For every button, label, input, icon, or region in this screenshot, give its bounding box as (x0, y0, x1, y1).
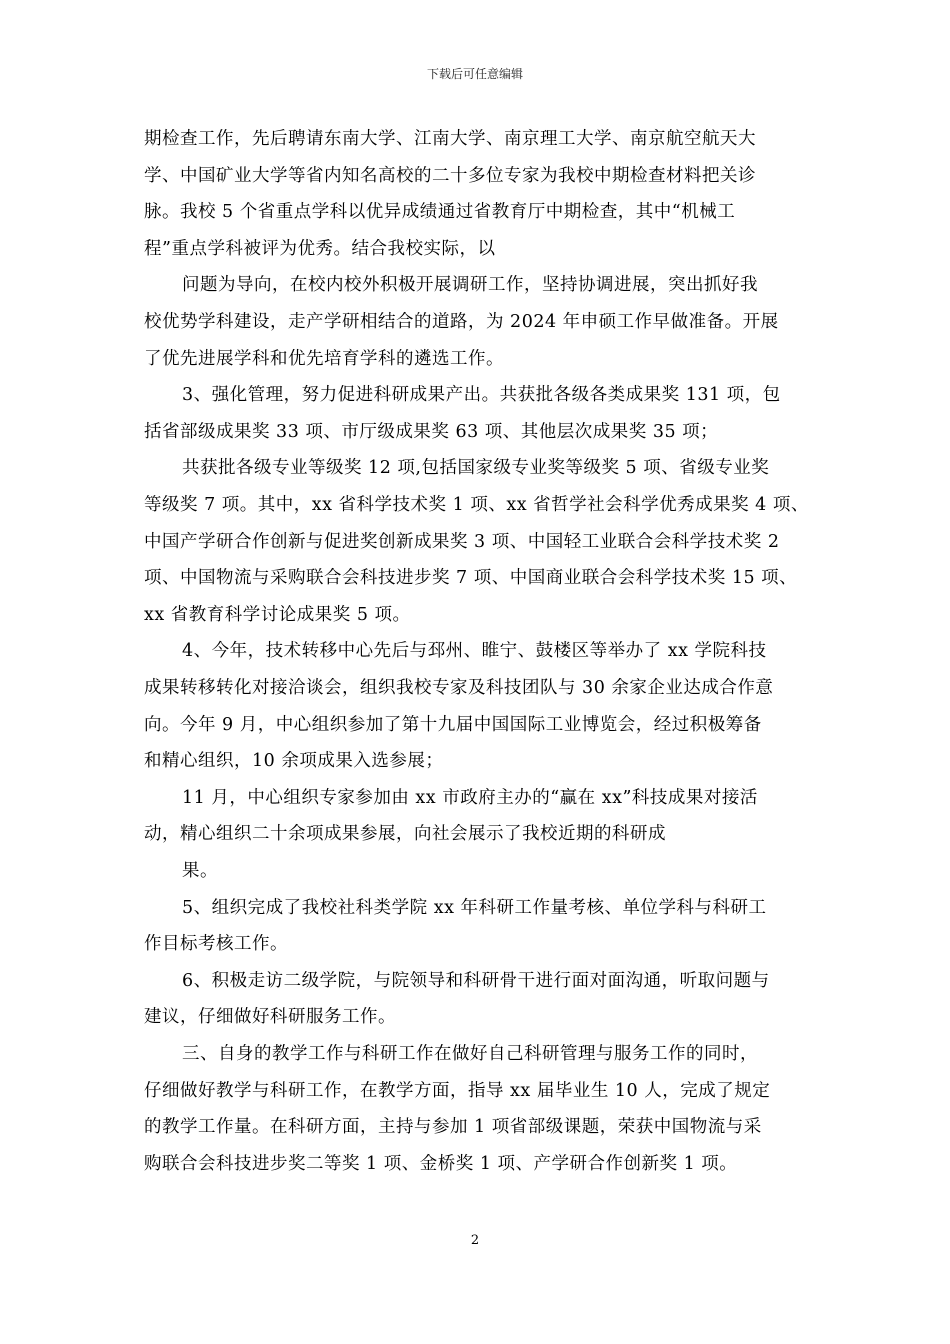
text-line: 仔细做好教学与科研工作，在教学方面，指导 xx 届毕业生 10 人，完成了规定 (144, 1080, 771, 1101)
text-line: 问题为导向，在校内校外积极开展调研工作，坚持协调进展，突出抓好我 (182, 275, 758, 296)
text-line: 的教学工作量。在科研方面，主持与参加 1 项省部级课题，荣获中国物流与采 (144, 1117, 762, 1138)
page-number: 2 (470, 1233, 480, 1248)
text-line: 果。 (182, 861, 218, 881)
text-line: 三、自身的教学工作与科研工作在做好自己科研管理与服务工作的同时， (182, 1044, 758, 1064)
text-line: 向。今年 9 月，中心组织参加了第十九届中国国际工业博览会，经过积极筹备 (144, 714, 762, 735)
text-line: 3、强化管理，努力促进科研成果产出。共获批各级各类成果奖 131 项，包 (182, 385, 781, 406)
text-line: 11 月，中心组织专家参加由 xx 市政府主办的“赢在 xx”科技成果对接活 (182, 787, 758, 808)
text-line: 成果转移转化对接洽谈会，组织我校专家及科技团队与 30 余家企业达成合作意 (144, 678, 774, 698)
text-line: 了优先进展学科和优先培育学科的遴选工作。 (144, 348, 504, 369)
text-line: 共获批各级专业等级奖 12 项,包括国家级专业奖等级奖 5 项、省级专业奖 (182, 458, 770, 479)
page-header: 下载后可任意编辑 (426, 67, 523, 81)
text-line: 校优势学科建设，走产学研相结合的道路，为 2024 年申硕工作早做准备。开展 (144, 312, 779, 332)
text-line: 程”重点学科被评为优秀。结合我校实际，以 (144, 238, 496, 259)
text-line: 6、积极走访二级学院，与院领导和科研骨干进行面对面沟通，听取问题与 (182, 970, 770, 991)
text-line: 4、今年，技术转移中心先后与邳州、睢宁、鼓楼区等举办了 xx 学院科技 (182, 641, 767, 662)
text-line: 建议，仔细做好科研服务工作。 (144, 1007, 396, 1028)
text-line: 作目标考核工作。 (144, 934, 288, 955)
text-line: 动，精心组织二十余项成果参展，向社会展示了我校近期的科研成 (144, 824, 666, 845)
text-line: 学、中国矿业大学等省内知名高校的二十多位专家为我校中期检查材料把关诊 (144, 165, 756, 186)
text-line: 项、中国物流与采购联合会科技进步奖 7 项、中国商业联合会科学技术奖 15 项、 (144, 568, 798, 589)
text-line: 购联合会科技进步奖二等奖 1 项、金桥奖 1 项、产学研合作创新奖 1 项。 (144, 1153, 738, 1174)
text-line: 中国产学研合作创新与促进奖创新成果奖 3 项、中国轻工业联合会科学技术奖 2 (144, 531, 780, 552)
text-line: 括省部级成果奖 33 项、市厅级成果奖 63 项、其他层次成果奖 35 项； (144, 421, 719, 442)
text-line: 5、组织完成了我校社科类学院 xx 年科研工作量考核、单位学科与科研工 (182, 897, 767, 918)
text-line: 等级奖 7 项。其中，xx 省科学技术奖 1 项、xx 省哲学社会科学优秀成果奖 4 项、 (144, 495, 809, 515)
text-line: 期检查工作，先后聘请东南大学、江南大学、南京理工大学、南京航空航天大 (144, 129, 756, 149)
text-line: 脉。我校 5 个省重点学科以优异成绩通过省教育厅中期检查，其中“机械工 (144, 202, 736, 223)
text-line: 和精心组织，10 余项成果入选参展； (144, 751, 444, 772)
text-line: xx 省教育科学讨论成果奖 5 项。 (144, 604, 411, 625)
